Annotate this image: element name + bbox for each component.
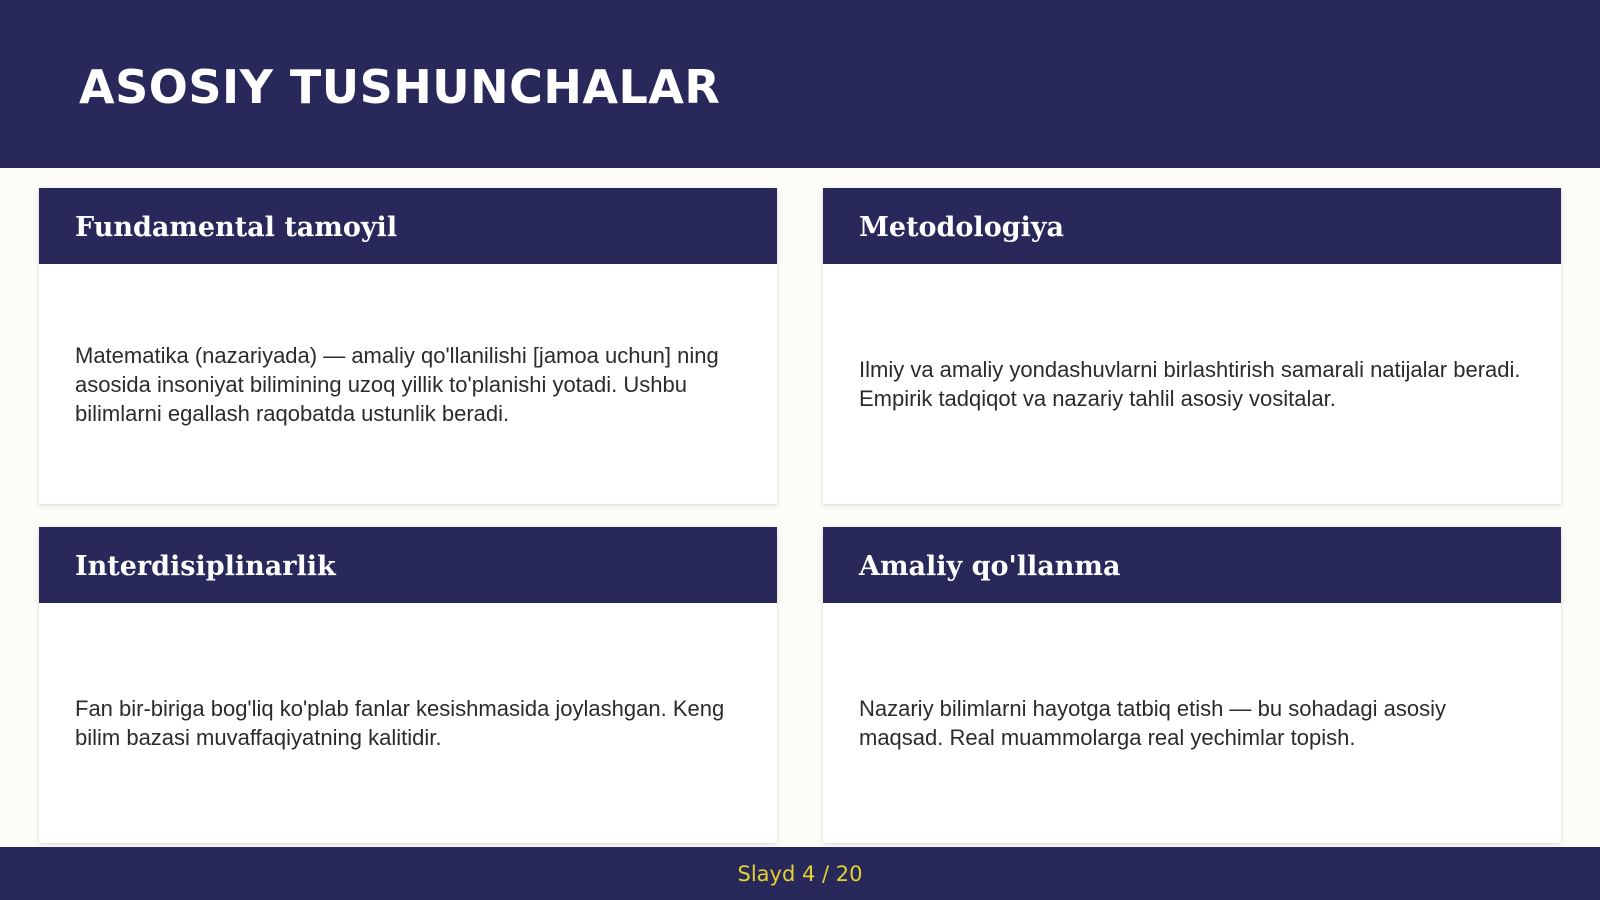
card-text: Ilmiy va amaliy yondashuvlarni birlashtirish samarali natijalar beradi. Empirik tadqiqot va nazariy tahlil asosiy vositalar.	[859, 357, 1521, 411]
card-methodology	[823, 188, 1561, 504]
card-heading: Metodologiya	[823, 188, 1561, 264]
card-interdisciplinary	[39, 527, 777, 843]
slide-title: ASOSIY TUSHUNCHALAR	[79, 60, 721, 114]
slide-counter: Slayd 4 / 20	[737, 861, 863, 886]
card-body	[39, 603, 777, 843]
card-text: Matematika (nazariyada) — amaliy qo'llanilishi [jamoa uchun] ning asosida insoniyat bilimining uzoq yillik to'planishi yotadi. Ushbu bilimlarni egallash raqobatda ustunlik beradi.	[75, 342, 719, 426]
slide-footer	[0, 847, 1600, 900]
card-body	[823, 264, 1561, 504]
card-fundamental	[39, 188, 777, 504]
card-heading: Fundamental tamoyil	[39, 188, 777, 264]
slide-header	[0, 0, 1600, 168]
card-text: Fan bir-biriga bog'liq ko'plab fanlar kesishmasida joylashgan. Keng bilim bazasi muvaffaqiyatning kalitidir.	[75, 696, 725, 750]
card-practical-guide	[823, 527, 1561, 843]
card-heading: Interdisiplinarlik	[39, 527, 777, 603]
card-heading: Amaliy qo'llanma	[823, 527, 1561, 603]
card-body	[39, 264, 777, 504]
card-body	[823, 603, 1561, 843]
card-text: Nazariy bilimlarni hayotga tatbiq etish — bu sohadagi asosiy maqsad. Real muammolarga real yechimlar topish.	[859, 696, 1446, 750]
